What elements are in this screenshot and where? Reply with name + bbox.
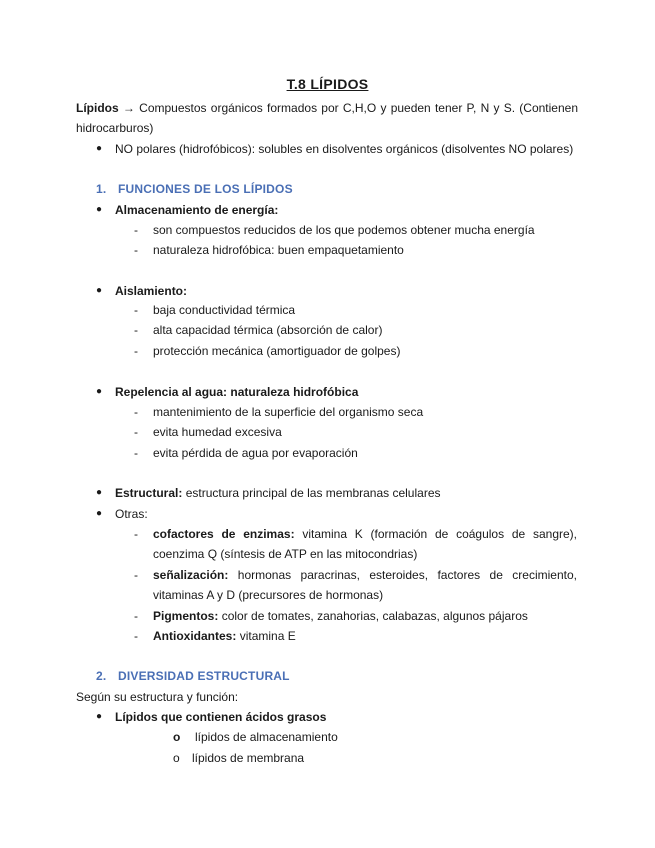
group-label: Repelencia al agua: naturaleza hidrofóbica	[115, 385, 359, 399]
circle-marker-icon: o	[173, 730, 181, 744]
others-item-senalizacion: señalización: hormonas paracrinas, esteroides, factores de crecimiento, vitaminas A y D (precursores de hormonas)	[153, 568, 577, 602]
list-item: lípidos de membrana	[192, 751, 305, 765]
list-item: alta capacidad térmica (absorción de calor)	[153, 323, 383, 337]
circle-marker-icon: o	[173, 751, 180, 765]
dash-icon: -	[134, 323, 138, 337]
list-item: evita pérdida de agua por evaporación	[153, 446, 358, 460]
bullet-icon: ●	[96, 711, 103, 722]
list-item: baja conductividad térmica	[153, 303, 296, 317]
dash-icon: -	[134, 425, 138, 439]
dash-icon: -	[134, 344, 138, 358]
dash-icon: -	[134, 223, 138, 237]
intro-paragraph	[76, 98, 578, 138]
bullet-icon: ●	[96, 508, 103, 519]
dash-icon: -	[134, 568, 138, 582]
group-label: Almacenamiento de energía:	[115, 203, 279, 217]
bullet-icon: ●	[96, 143, 103, 154]
dash-icon: -	[134, 609, 138, 623]
list-item: son compuestos reducidos de los que podemos obtener mucha energía	[153, 223, 535, 237]
dash-icon: -	[134, 629, 138, 643]
bullet-icon: ●	[96, 386, 103, 397]
list-item: naturaleza hidrofóbica: buen empaquetamiento	[153, 243, 404, 257]
section2-bullet: Lípidos que contienen ácidos grasos	[115, 710, 327, 724]
section1-number: 1.	[96, 182, 107, 196]
section1-heading	[96, 181, 293, 197]
structural-text: estructura principal de las membranas celulares	[185, 486, 441, 500]
structural-label: Estructural:	[115, 486, 183, 500]
section1-title: FUNCIONES DE LOS LÍPIDOS	[117, 182, 293, 196]
section2-intro: Según su estructura y función:	[76, 690, 239, 704]
intro-term: Lípidos	[76, 101, 119, 115]
bullet-icon: ●	[96, 487, 103, 498]
dash-icon: -	[134, 527, 138, 541]
bullet-icon: ●	[96, 204, 103, 215]
page-title: T.8 LÍPIDOS	[286, 76, 369, 92]
section2-title: DIVERSIDAD ESTRUCTURAL	[117, 669, 290, 683]
dash-icon: -	[134, 243, 138, 257]
list-item: lípidos de almacenamiento	[195, 730, 338, 744]
dash-icon: -	[134, 303, 138, 317]
list-item: mantenimiento de la superficie del organismo seca	[153, 405, 424, 419]
bullet-icon: ●	[96, 285, 103, 296]
intro-bullet-text: NO polares (hidrofóbicos): solubles en disolventes orgánicos (disolventes NO polares)	[115, 142, 574, 156]
section2-number: 2.	[96, 669, 107, 683]
dash-icon: -	[134, 405, 138, 419]
group-label: Aislamiento:	[115, 284, 188, 298]
others-item-antioxidantes: Antioxidantes: vitamina E	[153, 629, 296, 643]
dash-icon: -	[134, 446, 138, 460]
section2-heading	[96, 668, 290, 684]
arrow-icon: →	[122, 101, 135, 115]
others-item-cofactores: cofactores de enzimas: vitamina K (formación de coágulos de sangre), coenzima Q (síntesis de ATP en las mitocondrias)	[153, 527, 577, 561]
list-item: protección mecánica (amortiguador de golpes)	[153, 344, 401, 358]
others-item-pigmentos: Pigmentos: color de tomates, zanahorias, calabazas, algunos pájaros	[153, 609, 528, 623]
structural-line	[115, 485, 441, 501]
others-label: Otras:	[115, 507, 148, 521]
list-item: evita humedad excesiva	[153, 425, 282, 439]
intro-text: Compuestos orgánicos formados por C,H,O y pueden tener P, N y S. (Contienen hidrocarburos)	[76, 101, 579, 135]
